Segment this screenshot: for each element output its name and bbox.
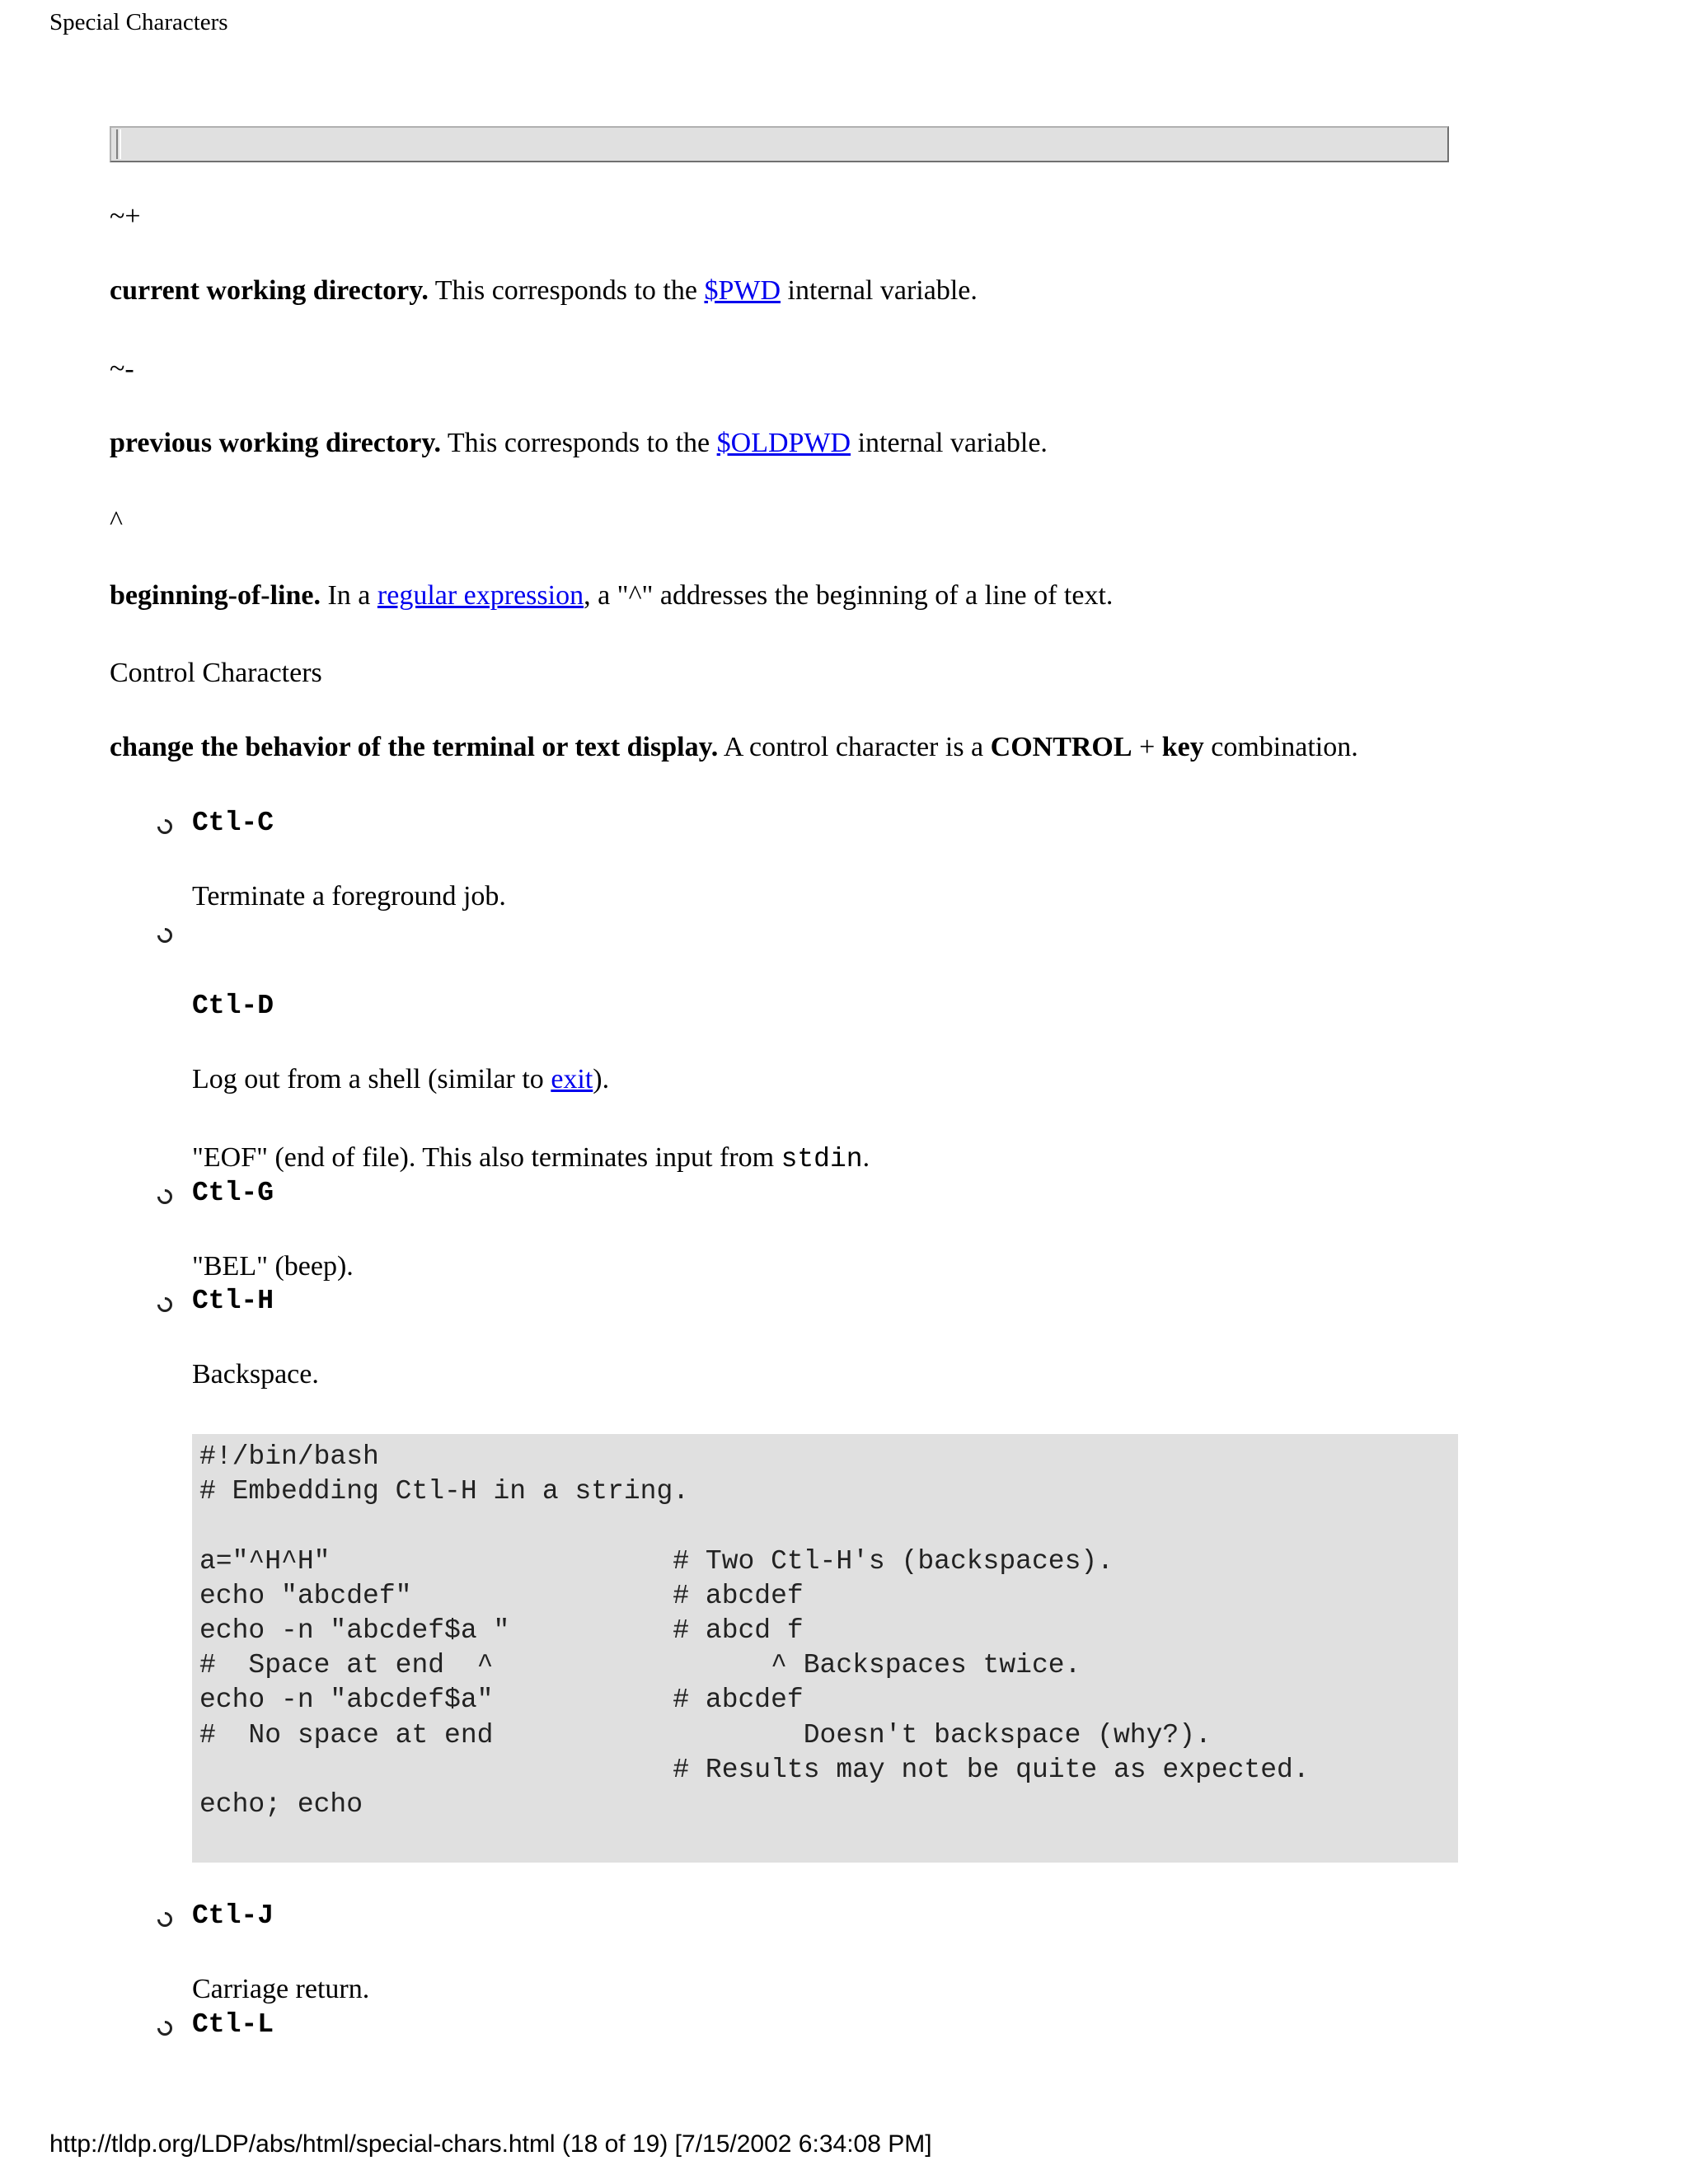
desc-ctl-c: Terminate a foreground job. <box>192 881 506 912</box>
term-change-behavior: change the behavior of the terminal or text display. <box>110 732 719 762</box>
code-block-edge <box>116 129 121 159</box>
symbol-caret: ^ <box>110 506 123 537</box>
bold-key: key <box>1161 732 1204 762</box>
bullet-icon <box>154 2018 175 2038</box>
desc-text: Log out from a shell (similar to <box>192 1064 551 1094</box>
desc-text: internal variable. <box>781 275 978 306</box>
term-current-working-directory: current working directory. <box>110 275 429 306</box>
symbol-tilde-plus: ~+ <box>110 201 141 232</box>
desc-text: "EOF" (end of file). This also terminates input from <box>192 1142 781 1173</box>
desc-text: combination. <box>1203 732 1358 762</box>
definition-tilde-plus <box>110 274 978 307</box>
code-example-text: #!/bin/bash # Embedding Ctl-H in a string. a="^H^H" # Two Ctl-H's (backspaces). echo "abcdef" # abcdef echo -n "abcdef$a " # abcd f # Space at end ^ ^ Backspaces twice. echo -n "abcdef$a" # abcdef # No space at end Doesn't backspace (why?). # Results may not be quite as expected. echo; echo <box>199 1441 1310 1821</box>
code-example-block <box>192 1434 1458 1863</box>
desc-ctl-j: Carriage return. <box>192 1974 370 2004</box>
desc-ctl-d <box>192 1063 609 1096</box>
bullet-icon <box>154 1909 175 1929</box>
key-ctl-c: Ctl-C <box>192 808 274 838</box>
definition-caret <box>110 579 1113 612</box>
desc-text: In a <box>320 580 377 611</box>
key-ctl-g: Ctl-G <box>192 1178 274 1208</box>
key-ctl-h: Ctl-H <box>192 1286 274 1316</box>
bullet-icon <box>154 816 175 837</box>
desc-text: This corresponds to the <box>441 428 717 458</box>
term-beginning-of-line: beginning-of-line. <box>110 580 321 611</box>
page-footer-url: http://tldp.org/LDP/abs/html/special-chars.html (18 of 19) [7/15/2002 6:34:08 PM] <box>49 2130 932 2158</box>
key-ctl-j: Ctl-J <box>192 1900 274 1931</box>
term-previous-working-directory: previous working directory. <box>110 428 442 458</box>
desc-text: . <box>862 1142 870 1173</box>
control-characters-heading: Control Characters <box>110 658 322 688</box>
symbol-tilde-minus: ~- <box>110 354 134 384</box>
plus-text: + <box>1132 732 1162 762</box>
link-pwd[interactable]: $PWD <box>704 275 781 306</box>
link-oldpwd[interactable]: $OLDPWD <box>716 428 851 458</box>
desc-ctl-h: Backspace. <box>192 1359 319 1390</box>
link-exit[interactable]: exit <box>551 1064 593 1094</box>
bold-control: CONTROL <box>990 732 1132 762</box>
bullet-icon <box>154 925 175 945</box>
desc-text: This corresponds to the <box>428 275 705 306</box>
key-ctl-l: Ctl-L <box>192 2009 274 2040</box>
bullet-icon <box>154 1186 175 1207</box>
desc-text: , a "^" addresses the beginning of a line of text. <box>584 580 1114 611</box>
code-block-fragment <box>110 126 1449 162</box>
desc-text: internal variable. <box>851 428 1048 458</box>
key-ctl-d: Ctl-D <box>192 991 274 1021</box>
desc-text: ). <box>593 1064 610 1094</box>
page-header-title: Special Characters <box>49 9 228 35</box>
link-regular-expression[interactable]: regular expression <box>377 580 584 611</box>
desc-text: A control character is a <box>718 732 991 762</box>
desc2-ctl-d <box>192 1141 870 1176</box>
desc-ctl-g: "BEL" (beep). <box>192 1251 354 1282</box>
definition-control <box>110 731 1358 764</box>
bullet-icon <box>154 1294 175 1315</box>
code-stdin: stdin <box>781 1144 863 1174</box>
definition-tilde-minus <box>110 427 1048 460</box>
